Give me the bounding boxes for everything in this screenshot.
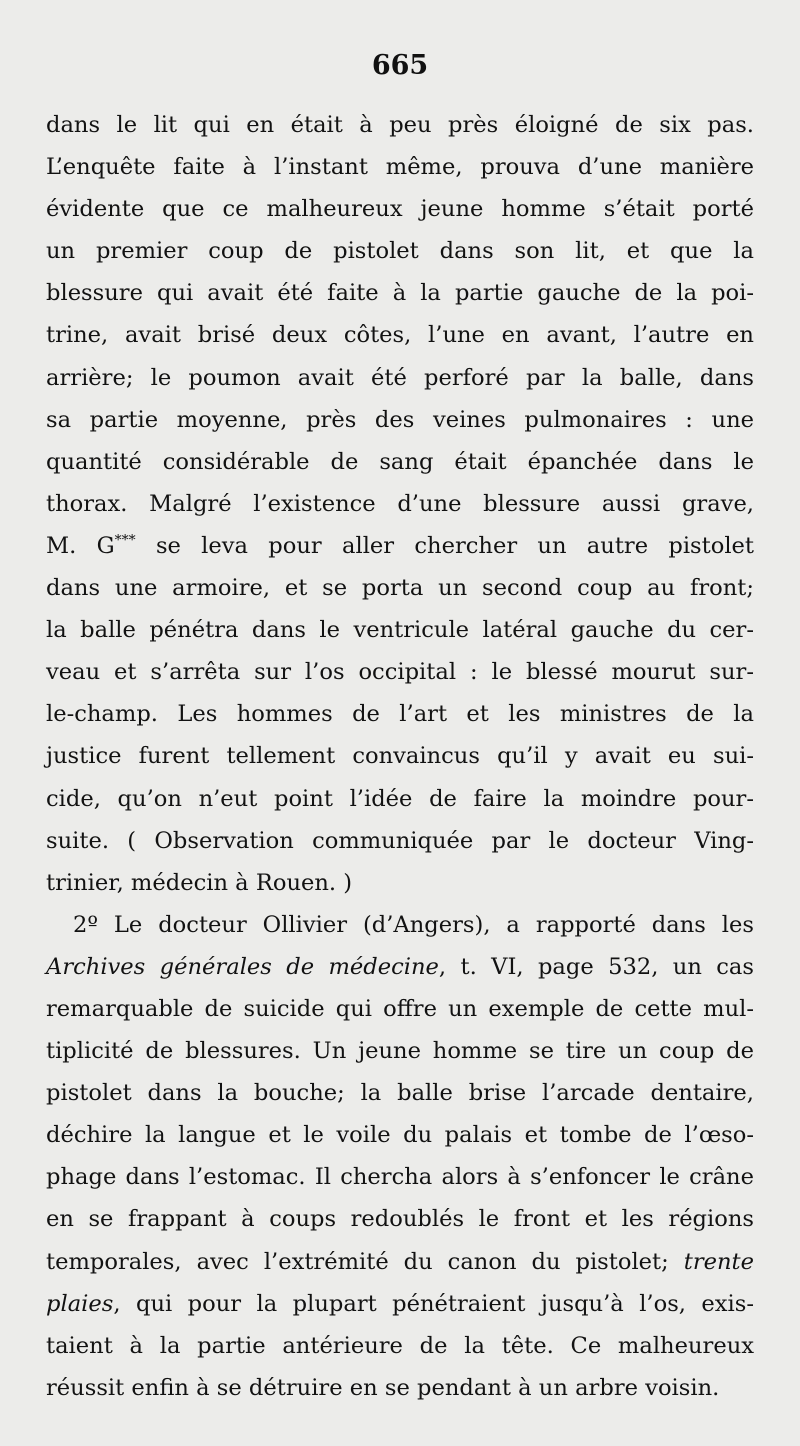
text-line: déchire la langue et le voile du palais et tombe de l’œso- bbox=[46, 1122, 754, 1149]
page-number: 665 bbox=[371, 50, 429, 81]
text-segment: M. G bbox=[46, 532, 115, 559]
italic-phrase: trente bbox=[683, 1248, 754, 1275]
text-line: dans une armoire, et se porta un second coup au front; bbox=[46, 575, 754, 602]
text-line bbox=[46, 1241, 754, 1283]
text-line: pistolet dans la bouche; la balle brise l’arcade dentaire, bbox=[46, 1080, 754, 1107]
paragraph-start-line: 2º Le docteur Ollivier (d’Angers), a rapporté dans les bbox=[73, 911, 754, 938]
text-line: trine, avait brisé deux côtes, l’une en avant, l’autre en bbox=[46, 322, 754, 349]
text-line: trinier, médecin à Rouen. ) bbox=[46, 869, 353, 896]
text-line: évidente que ce malheureux jeune homme s’était porté bbox=[46, 196, 754, 223]
body-text bbox=[46, 104, 754, 1409]
text-line: le-champ. Les hommes de l’art et les ministres de la bbox=[46, 701, 754, 728]
text-line: veau et s’arrêta sur l’os occipital : le blessé mourut sur- bbox=[46, 659, 754, 686]
text-line: thorax. Malgré l’existence d’une blessure aussi grave, bbox=[46, 490, 754, 517]
text-line: justice furent tellement convaincus qu’il y avait eu sui- bbox=[46, 743, 754, 770]
text-line: dans le lit qui en était à peu près éloigné de six pas. bbox=[46, 112, 754, 138]
text-line bbox=[46, 946, 754, 988]
text-line: blessure qui avait été faite à la partie gauche de la poi- bbox=[46, 280, 754, 307]
superscript-asterisks: *** bbox=[114, 532, 136, 549]
text-line: suite. ( Observation communiquée par le docteur Ving- bbox=[46, 827, 754, 854]
text-line: L’enquête faite à l’instant même, prouva d’une manière bbox=[46, 154, 754, 181]
text-line: sa partie moyenne, près des veines pulmonaires : une bbox=[46, 406, 754, 433]
text-line: arrière; le poumon avait été perforé par la balle, dans bbox=[46, 364, 754, 391]
text-line: réussit enfin à se détruire en se pendant à un arbre voisin. bbox=[46, 1374, 720, 1401]
text-segment: , qui pour la plupart pénétraient jusqu’à l’os, exis- bbox=[113, 1290, 754, 1317]
text-line: remarquable de suicide qui offre un exemple de cette mul- bbox=[46, 995, 754, 1022]
text-line bbox=[46, 525, 754, 567]
text-segment: temporales, avec l’extrémité du canon du pistolet; bbox=[46, 1248, 684, 1275]
text-segment: se leva pour aller chercher un autre pistolet bbox=[135, 532, 754, 559]
text-line: taient à la partie antérieure de la tête. Ce malheureux bbox=[46, 1332, 754, 1359]
italic-phrase: plaies bbox=[46, 1290, 114, 1317]
text-line: tiplicité de blessures. Un jeune homme se tire un coup de bbox=[46, 1038, 754, 1065]
italic-title: Archives générales de médecine bbox=[46, 953, 439, 980]
text-line: la balle pénétra dans le ventricule latéral gauche du cer- bbox=[46, 617, 754, 644]
text-line: quantité considérable de sang était épanchée dans le bbox=[46, 448, 754, 475]
text-line: phage dans l’estomac. Il chercha alors à s’enfoncer le crâne bbox=[46, 1164, 754, 1191]
text-segment: , t. VI, page 532, un cas bbox=[438, 953, 754, 980]
text-line bbox=[46, 1283, 754, 1325]
text-line: en se frappant à coups redoublés le front et les régions bbox=[46, 1206, 754, 1233]
text-line: un premier coup de pistolet dans son lit, et que la bbox=[46, 238, 754, 265]
text-line: cide, qu’on n’eut point l’idée de faire la moindre pour- bbox=[46, 785, 754, 812]
